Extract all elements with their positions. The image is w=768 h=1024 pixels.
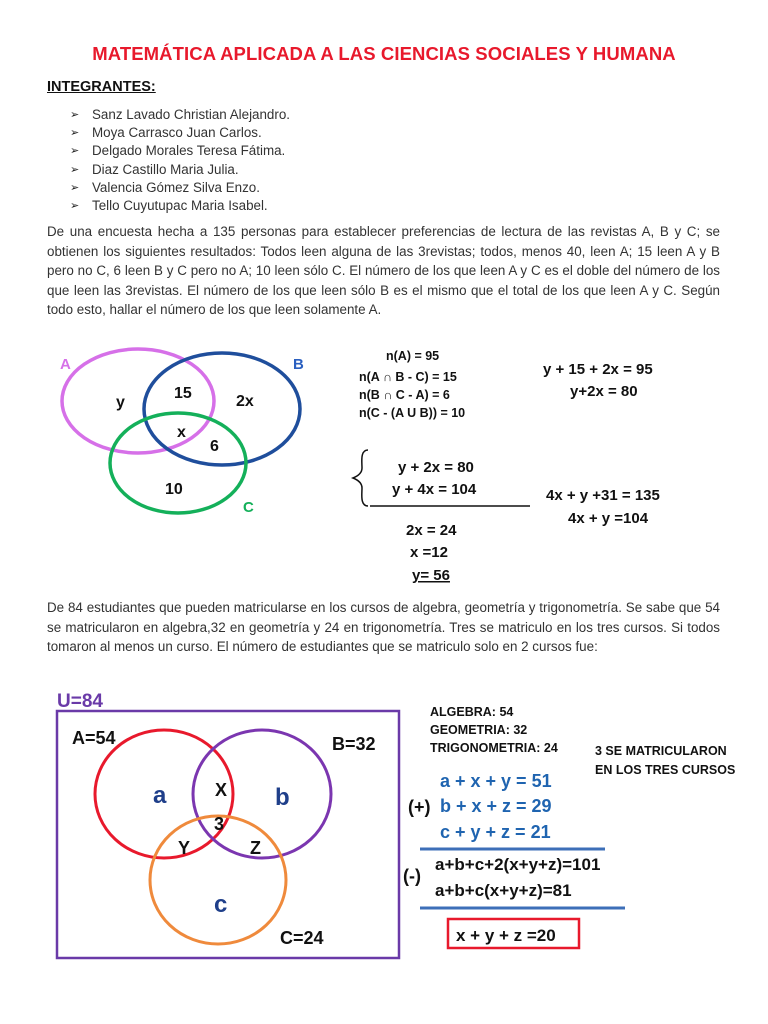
member-name: Delgado Morales Teresa Fátima. [92,143,286,159]
given-line: n(A) = 95 [386,349,440,363]
region-b-only: 2x [236,393,254,410]
equation-line: y+2x = 80 [570,383,638,400]
region-c: c [214,891,228,918]
problem1-solution [340,340,720,588]
arrow-bullet-icon: ➢ [70,127,80,140]
region-c-only: 10 [165,481,183,498]
region-z: Z [250,838,261,858]
arrow-bullet-icon: ➢ [70,181,80,194]
label-a: A=54 [72,728,116,748]
equation-line [440,822,551,842]
venn-diagram-courses [40,682,405,964]
equation-left: b + x + z = 29 [440,796,552,816]
list-item [70,124,290,142]
list-item [70,106,290,124]
arrow-bullet-icon: ➢ [70,145,80,158]
region-ab: 15 [174,385,192,402]
region-x: X [215,780,228,800]
solution-line: x =12 [410,544,448,561]
sum-line: a+b+c+2(x+y+z)=101 [435,855,601,874]
problem1-text: De una encuesta hecha a 135 personas para establecer preferencias de lectura de las revistas A, B y C; se obtienen los siguientes resultados: Todos leen alguna de las 3revistas; todos, menos 40, leen A; 15 leen A y B pero no C, 6 leen B y C pero no A; 10 leen sólo C. El número de los que leen A y C es el doble del número de los que leen las 3revistas. El número de los que leen sólo B es el mismo que el total de los que leen A y C. Según todo esto, hallar el número de los que leen solamente A. [47,224,720,317]
result-text: x + y + z =20 [456,926,556,945]
list-item [70,142,290,160]
solution-line: 2x = 24 [406,522,457,539]
left-brace [353,450,368,506]
member-name: Tello Cuyutupac Maria Isabel. [92,197,268,213]
sum-line: a+b+c(x+y+z)=81 [435,881,572,900]
given-line: n(A ∩ B - C) = 15 [359,370,457,384]
integrantes-heading: INTEGRANTES: [47,79,156,95]
course-line: GEOMETRIA: 32 [430,723,528,737]
circle-b [144,353,300,465]
label-b: B [293,356,304,373]
equation-line [440,771,552,791]
minus-sign: (-) [403,866,421,886]
member-name: Valencia Gómez Silva Enzo. [92,179,260,195]
note-line: EN LOS TRES CURSOS [595,763,736,777]
member-name: Moya Carrasco Juan Carlos. [92,125,262,141]
region-a-only: y [116,394,125,411]
plus-sign: (+) [408,797,431,817]
equation-line [440,796,552,816]
note-line: 3 SE MATRICULARON [595,744,727,758]
region-b: b [275,784,290,811]
arrow-bullet-icon: ➢ [70,163,80,176]
solution-answer: y= 56 [412,567,450,584]
problem2-text: De 84 estudiantes que pueden matricularse en los cursos de algebra, geometría y trigonometría. Se sabe que 54 se matricularon en algebra,32 en geometría y 24 en trigonometría. Tres se matriculo en los tres cursos. Si todos tomaron al menos un curso. El número de estudiantes que se matriculo solo en 2 cursos fue: [47,600,720,654]
given-line: n(B ∩ C - A) = 6 [359,388,450,402]
region-abc: 3 [214,814,225,834]
equation-line: y + 15 + 2x = 95 [543,361,653,378]
system-line: y + 4x = 104 [392,481,477,498]
course-line: TRIGONOMETRIA: 24 [430,741,558,755]
system-line: y + 2x = 80 [398,459,474,476]
universe-label: U=84 [57,691,103,712]
label-a: A [60,356,71,373]
problem2-solution [400,692,740,962]
list-item [70,161,290,179]
region-abc: x [177,424,186,441]
label-b: B=32 [332,734,376,754]
list-item [70,179,290,197]
equation-line: 4x + y =104 [568,510,649,527]
equation-line: 4x + y +31 = 135 [546,487,660,504]
region-a: a [153,782,167,809]
region-y: Y [178,838,191,858]
given-line: n(C - (A U B)) = 10 [359,406,466,420]
page-title: MATEMÁTICA APLICADA A LAS CIENCIAS SOCIALES Y HUMANA [92,43,676,64]
members-list [70,106,290,215]
list-item [70,197,290,215]
equation-left: c + y + z = 21 [440,822,551,842]
member-name: Sanz Lavado Christian Alejandro. [92,107,291,122]
equation-left: a + x + y = 51 [440,771,552,791]
arrow-bullet-icon: ➢ [70,109,80,121]
arrow-bullet-icon: ➢ [70,199,80,212]
label-c: C=24 [280,928,324,948]
label-c: C [243,499,254,516]
region-bc: 6 [210,438,219,455]
course-line: ALGEBRA: 54 [430,705,514,719]
venn-diagram-readers [44,345,334,520]
member-name: Diaz Castillo Maria Julia. [92,161,239,177]
circle-b [193,730,331,858]
